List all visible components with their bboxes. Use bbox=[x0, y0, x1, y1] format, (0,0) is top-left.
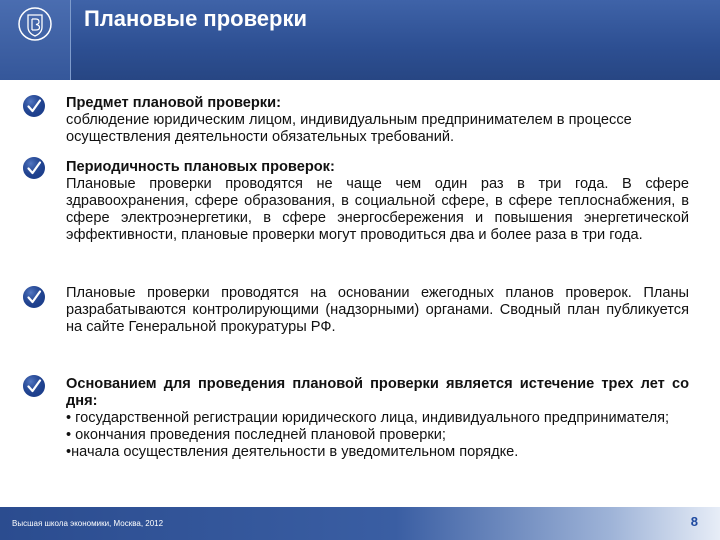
item-text: Плановые проверки проводятся не чаще чем один раз в три года. В сфере здравоохранения, сфере образования, в социальной сфере, в сфере теплоснабжения, в сфере электроэнергетики, в сфере энергосбережения и повышения энергетической эффективности, плановые проверки могут проводиться два и более раза в три года. bbox=[66, 176, 689, 243]
item-text: Плановые проверки проводятся на основании ежегодных планов проверок. Планы разрабатываются контролирующими (надзорными) органами. Сводный план публикуется на сайте Генеральной прокуратуры РФ. bbox=[66, 285, 689, 335]
check-icon bbox=[22, 156, 46, 180]
item-heading: Основанием для проведения плановой проверки является истечение трех лет со дня: bbox=[66, 376, 689, 409]
check-icon bbox=[22, 94, 46, 118]
item-text: соблюдение юридическим лицом, индивидуальным предпринимателем в процессе осуществления деятельности обязательных требований. bbox=[66, 112, 632, 145]
slide-header bbox=[0, 0, 720, 80]
page-title: Плановые проверки bbox=[84, 6, 308, 31]
bullet-item: •начала осуществления деятельности в уведомительном порядке. bbox=[66, 444, 519, 460]
item-annual-plans bbox=[66, 285, 689, 336]
page-number: 8 bbox=[690, 514, 698, 529]
check-icon bbox=[22, 374, 46, 398]
item-grounds bbox=[66, 376, 689, 461]
logo bbox=[0, 0, 71, 80]
item-periodicity bbox=[66, 159, 689, 244]
hse-crest-icon bbox=[17, 6, 53, 42]
slide-footer bbox=[0, 507, 720, 540]
check-icon bbox=[22, 285, 46, 309]
item-heading: Периодичность плановых проверок: bbox=[66, 159, 335, 175]
item-heading: Предмет плановой проверки: bbox=[66, 95, 281, 111]
bullet-item: • государственной регистрации юридического лица, индивидуального предпринимателя; bbox=[66, 410, 670, 426]
item-subject bbox=[66, 95, 689, 146]
footer-text: Высшая школа экономики, Москва, 2012 bbox=[12, 519, 164, 528]
bullet-item: • окончания проведения последней плановой проверки; bbox=[66, 427, 446, 443]
